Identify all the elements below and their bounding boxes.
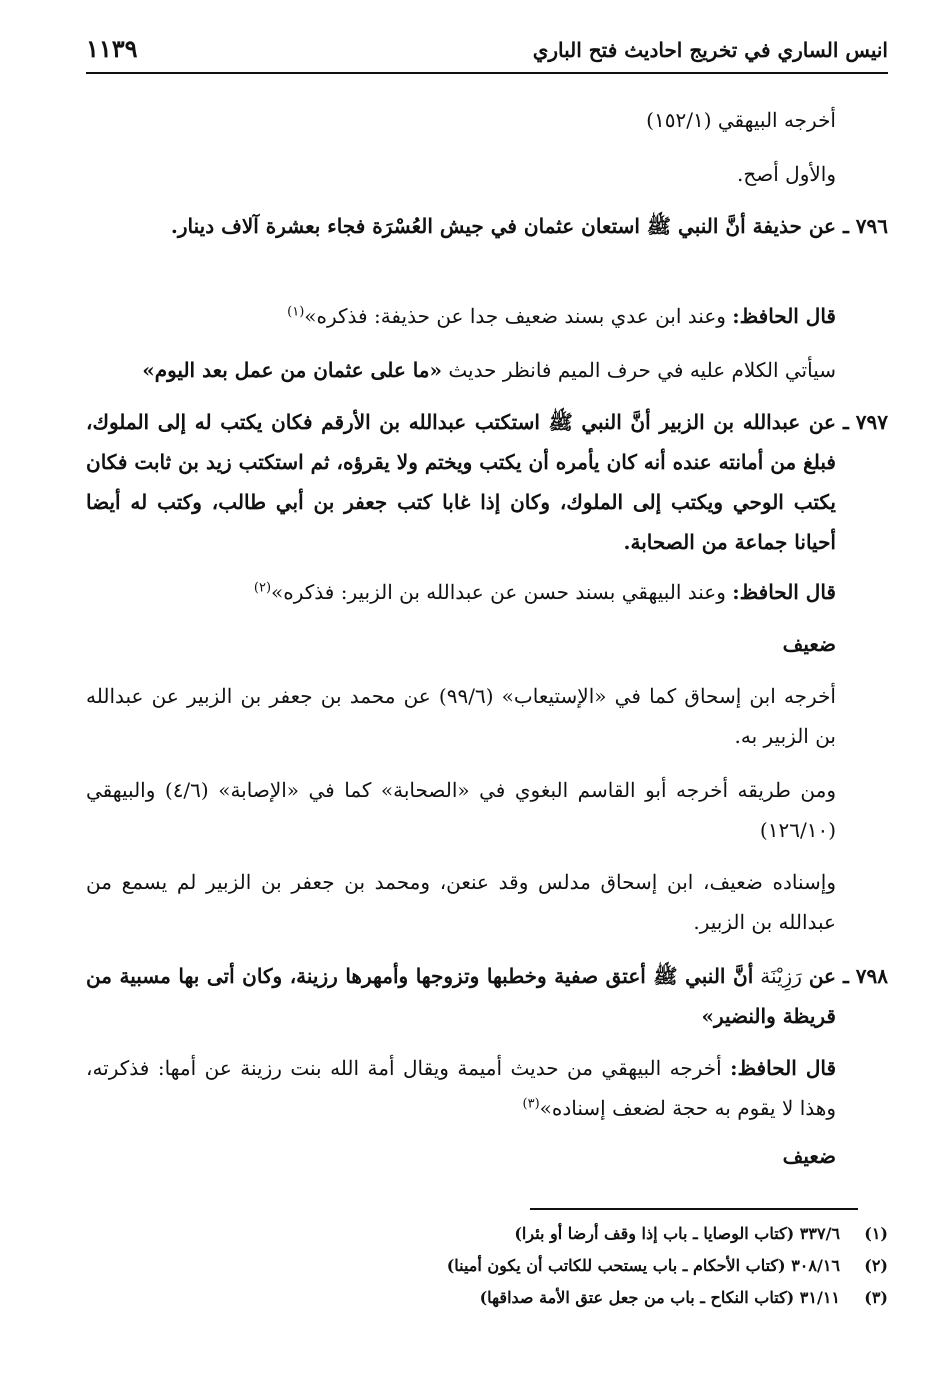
hadith-text: عن عبدالله بن الزبير أنَّ النبي ﷺ استكتب عبدالله بن الأرقم فكان يكتب له إلى الملوك، فبلغ من أمانته عنده أنه كان يأمره أن يكتب ويختم ولا يقرؤه، ثم استكتب زيد بن ثابت فكان يكتب الوحي ويكتب إلى الملوك، وكان إذا غابا كتب جعفر بن أبي طالب، وكتب له أيضا أحيانا جماعة من الصحابة.: [86, 410, 836, 554]
hafiz-text: وعند ابن عدي بسند ضعيف جدا عن حذيفة: فذكره»: [304, 304, 726, 328]
hadith-text: أنَّ النبي ﷺ أعتق صفية وخطبها وتزوجها وأمهرها رزينة، وكان أتى بها مسبية من قريظة والنضير»: [86, 964, 836, 1028]
narrator-name: رَزِيْنَة: [760, 964, 802, 988]
page-number: ١١٣٩: [86, 34, 138, 63]
hafiz-label: قال الحافظ:: [730, 1056, 837, 1080]
paragraph-asahh: والأول أصح.: [737, 162, 836, 186]
book-title: انيس الساري في تخريج احاديث فتح الباري: [532, 38, 888, 62]
footnote-number: (٣): [864, 1288, 888, 1307]
footnote-1: [86, 1220, 888, 1248]
footnote-text: ٣٣٧/٦ (كتاب الوصايا ـ باب إذا وقف أرضا أو بئرا): [514, 1224, 840, 1243]
hadith-number: ٧٩٧ ـ: [842, 410, 888, 434]
hadith-text: عن حذيفة أنَّ النبي ﷺ استعان عثمان في جيش العُسْرَة فجاء بعشرة آلاف دينار.: [170, 214, 836, 238]
hadith-796: [86, 206, 888, 246]
footnote-ref: (٣): [522, 1096, 540, 1112]
paragraph-isnad: وإسناده ضعيف، ابن إسحاق مدلس وقد عنعن، ومحمد بن جعفر بن الزبير لم يسمع من عبدالله بن الزبير.: [86, 870, 836, 934]
paragraph-takhrij-1: أخرجه البيهقي (١٥٢/١): [646, 108, 836, 132]
hafiz-label: قال الحافظ:: [732, 304, 836, 328]
hadith-798: ٧٩٨ ـ عن رَزِيْنَة أنَّ النبي ﷺ أعتق صفية وخطبها وتزوجها وأمهرها رزينة، وكان أتى بها مسبية من قريظة والنضير»: [86, 956, 888, 1036]
paragraph-ibn-ishaq: أخرجه ابن إسحاق كما في «الإستيعاب» (٩٩/٦) عن محمد بن جعفر بن الزبير عن عبدالله بن الزبير به.: [86, 684, 836, 748]
footnote-ref: (١): [287, 304, 305, 320]
footnote-number: (٢): [864, 1256, 888, 1275]
footnote-3: [86, 1284, 888, 1312]
cross-ref-title: «ما على عثمان من عمل بعد اليوم»: [142, 358, 443, 382]
hafiz-comment-798: [86, 1048, 888, 1128]
footnote-2: [86, 1252, 888, 1280]
running-header: [86, 28, 888, 74]
footnote-number: (١): [864, 1224, 888, 1243]
hafiz-text: أخرجه البيهقي من حديث أميمة ويقال أمة الله بنت رزينة عن أمها: فذكرته، وهذا لا يقوم به حجة لضعف إسناده»: [86, 1056, 836, 1120]
hadith-797: [86, 402, 888, 562]
hafiz-comment-797: [86, 572, 888, 612]
hadith-number: ٧٩٦ ـ: [842, 214, 888, 238]
grade-daif-2: ضعيف: [782, 1144, 836, 1168]
hafiz-comment-796: [86, 296, 888, 336]
footnote-text: ٣١/١١ (كتاب النكاح ـ باب من جعل عتق الأمة صداقها): [479, 1288, 840, 1307]
footnote-text: ٣٠٨/١٦ (كتاب الأحكام ـ باب يستحب للكاتب أن يكون أمينا): [446, 1256, 840, 1275]
grade-daif-1: ضعيف: [782, 632, 836, 656]
hadith-number: ٧٩٨ ـ: [842, 964, 888, 988]
note-796: سيأتي الكلام عليه في حرف الميم فانظر حديث «ما على عثمان من عمل بعد اليوم»: [142, 358, 836, 382]
paragraph-baghawi: ومن طريقه أخرجه أبو القاسم البغوي في «الصحابة» كما في «الإصابة» (٤/٦) والبيهقي (١٢٦/١٠): [86, 778, 837, 842]
hafiz-label: قال الحافظ:: [732, 580, 836, 604]
footnote-divider: [530, 1208, 858, 1210]
hafiz-text: وعند البيهقي بسند حسن عن عبدالله بن الزبير: فذكره»: [271, 580, 726, 604]
footnote-ref: (٢): [253, 580, 272, 596]
